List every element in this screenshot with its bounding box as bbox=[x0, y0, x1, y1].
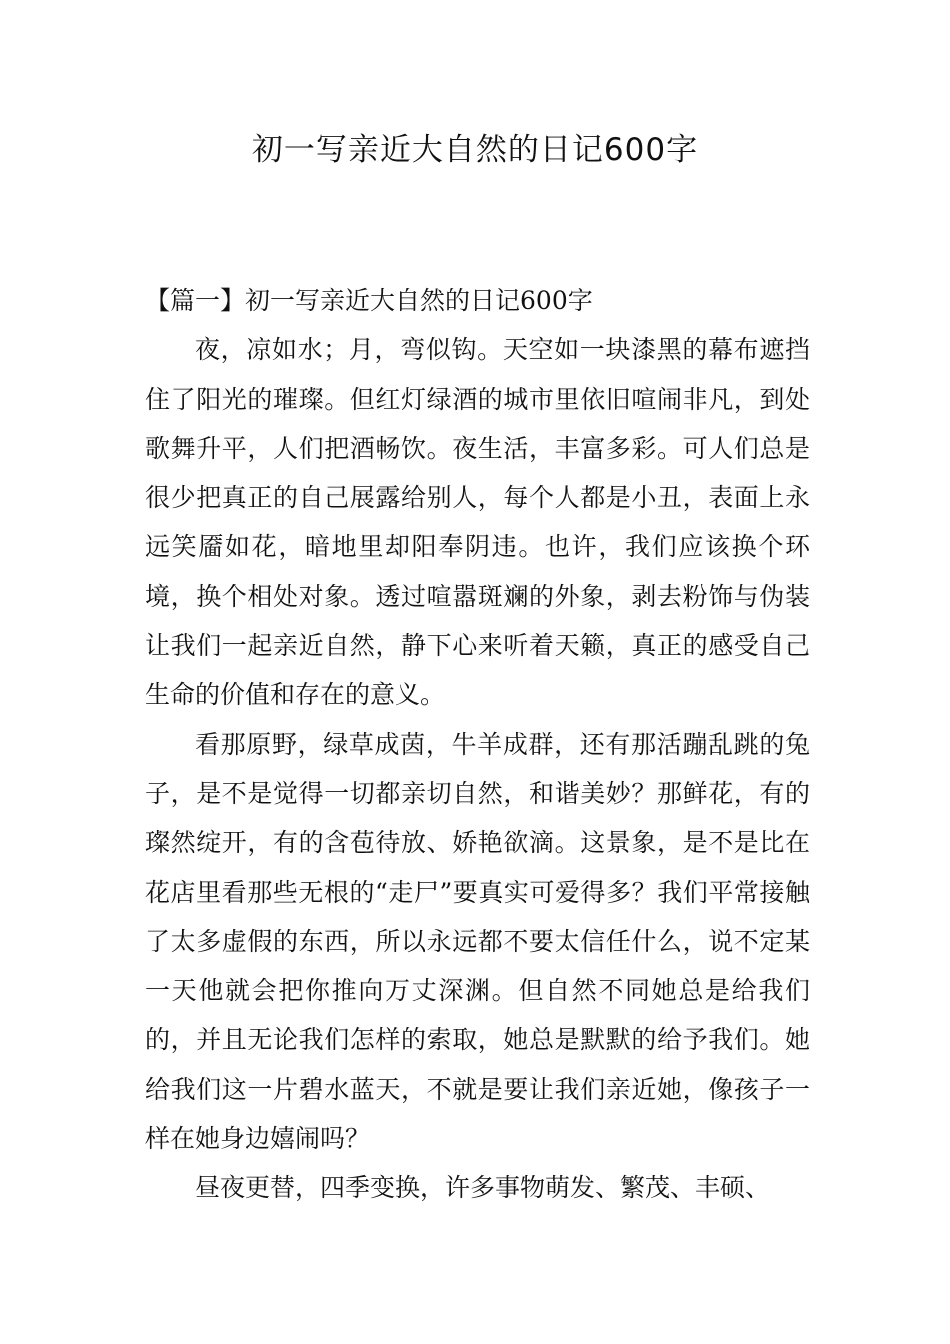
document-title: 初一写亲近大自然的日记600字 bbox=[251, 132, 699, 168]
section-heading: 【篇一】初一写亲近大自然的日记600字 bbox=[145, 286, 593, 315]
body-paragraph-2: 看那原野，绿草成茵，牛羊成群，还有那活蹦乱跳的兔子，是不是觉得一切都亲切自然，和谐美妙？那鲜花，有的璨然绽开，有的含苞待放、娇艳欲滴。这景象，是不是比在花店里看那些无根的“走尸”要真实可爱得多？我们平常接触了太多虚假的东西，所以永远都不要太信任什么，说不定某一天他就会把你推向万丈深渊。但自然不同她总是给我们的，并且无论我们怎样的索取，她总是默默的给予我们。她给我们这一片碧水蓝天，不就是要让我们亲近她，像孩子一样在她身边嬉闹吗？ bbox=[145, 729, 810, 1154]
document-body bbox=[145, 276, 810, 1213]
body-paragraph-3: 昼夜更替，四季变换，许多事物萌发、繁茂、丰硕、 bbox=[195, 1173, 771, 1203]
body-paragraph-1: 夜，凉如水；月，弯似钩。天空如一块漆黑的幕布遮挡住了阳光的璀璨。但红灯绿酒的城市里依旧喧闹非凡，到处歌舞升平，人们把酒畅饮。夜生活，丰富多彩。可人们总是很少把真正的自己展露给别人，每个人都是小丑，表面上永远笑靥如花，暗地里却阳奉阴违。也许，我们应该换个环境，换个相处对象。透过喧嚣斑斓的外象，剥去粉饰与伪装让我们一起亲近自然，静下心来听着天籁，真正的感受自己生命的价值和存在的意义。 bbox=[145, 335, 810, 710]
